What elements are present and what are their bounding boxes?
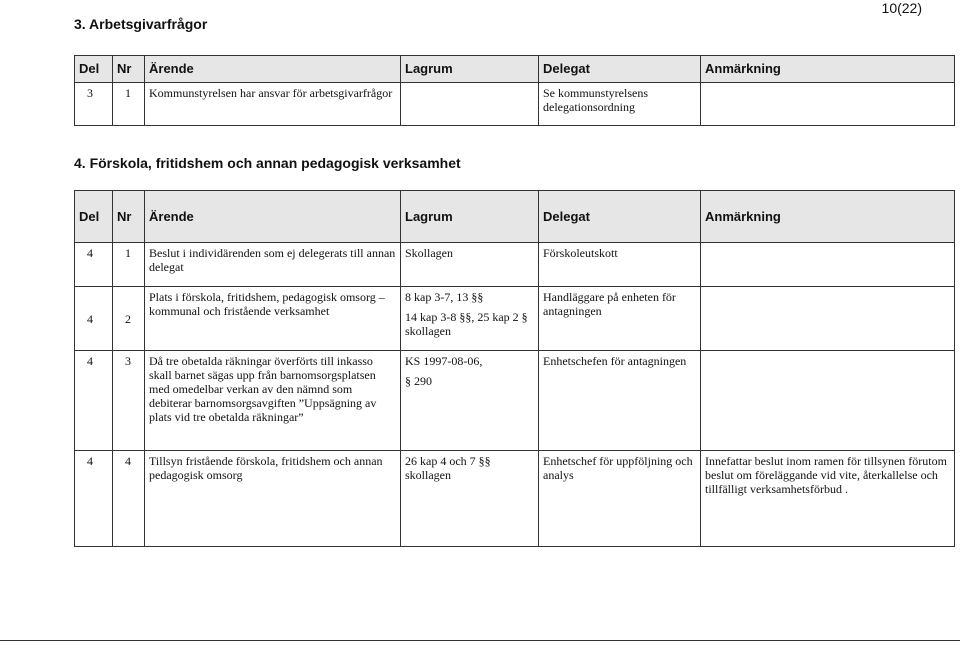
cell-arende: Tillsyn fristående förskola, fritidshem och annan pedagogisk omsorg [145, 451, 401, 547]
cell-del: 4 [75, 351, 113, 451]
cell-del: 4 [75, 243, 113, 287]
lagrum-text: 8 kap 3-7, 13 §§ [405, 290, 484, 304]
table-row [75, 83, 955, 126]
lagrum-text-secondary: 14 kap 3-8 §§, 25 kap 2 § skollagen [405, 310, 528, 338]
cell-lagrum [401, 287, 539, 351]
header-lagrum: Lagrum [401, 191, 539, 243]
cell-arende: Kommunstyrelsen har ansvar för arbetsgivarfrågor [145, 83, 401, 126]
footer-divider [0, 640, 960, 641]
table-arbetsgivarfragor [74, 55, 955, 126]
header-delegat: Delegat [539, 191, 701, 243]
cell-delegat: Förskoleutskott [539, 243, 701, 287]
lagrum-text: 26 kap 4 och 7 §§ skollagen [405, 454, 491, 482]
cell-delegat: Handläggare på enheten för antagningen [539, 287, 701, 351]
table-header-row [75, 56, 955, 83]
cell-delegat: Enhetschefen för antagningen [539, 351, 701, 451]
header-lagrum: Lagrum [401, 56, 539, 83]
cell-nr: 2 [113, 287, 145, 351]
header-anmarkning: Anmärkning [701, 191, 955, 243]
header-arende: Ärende [145, 56, 401, 83]
table-forskola [74, 190, 955, 547]
cell-del: 4 [75, 451, 113, 547]
header-del: Del [75, 191, 113, 243]
cell-arende: Plats i förskola, fritidshem, pedagogisk omsorg – kommunal och fristående verksamhet [145, 287, 401, 351]
cell-nr: 3 [113, 351, 145, 451]
lagrum-text: KS 1997-08-06, [405, 354, 483, 368]
header-del: Del [75, 56, 113, 83]
cell-del: 4 [75, 287, 113, 351]
table-row [75, 351, 955, 451]
lagrum-text: Skollagen [405, 246, 453, 260]
cell-lagrum [401, 351, 539, 451]
cell-anmarkning [701, 83, 955, 126]
header-arende: Ärende [145, 191, 401, 243]
table-row [75, 451, 955, 547]
cell-arende: Beslut i individärenden som ej delegerats till annan delegat [145, 243, 401, 287]
cell-lagrum [401, 83, 539, 126]
cell-anmarkning [701, 351, 955, 451]
cell-del: 3 [75, 83, 113, 126]
table-row [75, 287, 955, 351]
header-delegat: Delegat [539, 56, 701, 83]
cell-nr: 1 [113, 243, 145, 287]
cell-lagrum [401, 451, 539, 547]
section-4-title: 4. Förskola, fritidshem och annan pedagogisk verksamhet [74, 155, 461, 171]
header-nr: Nr [113, 191, 145, 243]
cell-delegat: Enhetschef för uppföljning och analys [539, 451, 701, 547]
cell-nr: 4 [113, 451, 145, 547]
cell-delegat: Se kommunstyrelsens delegationsordning [539, 83, 701, 126]
cell-anmarkning [701, 287, 955, 351]
cell-anmarkning [701, 243, 955, 287]
cell-lagrum [401, 243, 539, 287]
header-anmarkning: Anmärkning [701, 56, 955, 83]
cell-nr: 1 [113, 83, 145, 126]
page-number: 10(22) [881, 0, 922, 16]
cell-arende: Då tre obetalda räkningar överförts till inkasso skall barnet sägas upp från barnomsorgsplatsen med omedelbar verkan av den nämnd som debiterar barnomsorgsavgiften ”Uppsägning av plats vid tre obetalda räkningar” [145, 351, 401, 451]
table-row [75, 243, 955, 287]
section-3-title: 3. Arbetsgivarfrågor [74, 16, 208, 32]
header-nr: Nr [113, 56, 145, 83]
cell-anmarkning: Innefattar beslut inom ramen för tillsynen förutom beslut om föreläggande vid vite, återkallelse och tillfälligt verksamhetsförbud . [701, 451, 955, 547]
lagrum-text-secondary: § 290 [405, 374, 432, 388]
table-header-row [75, 191, 955, 243]
